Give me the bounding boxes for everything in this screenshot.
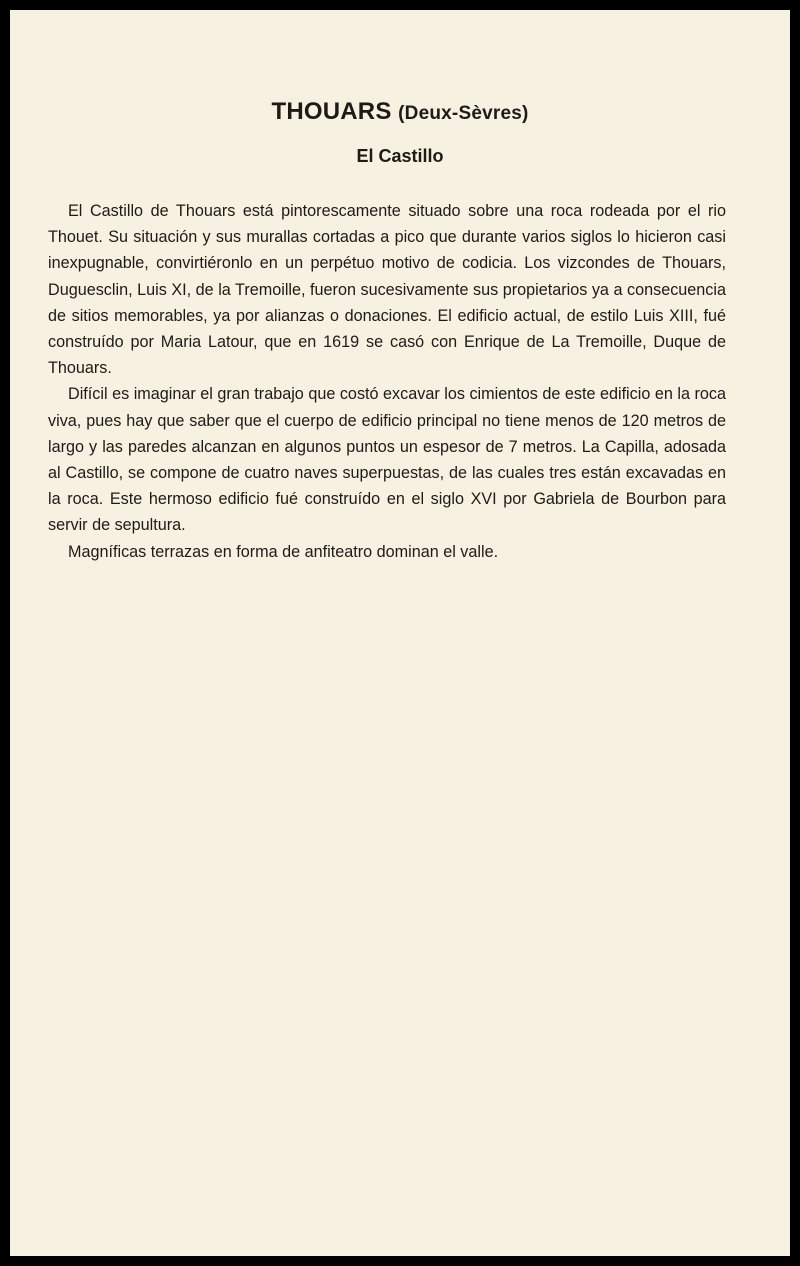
paragraph-2: Difícil es imaginar el gran trabajo que costó excavar los cimientos de este edificio en la roca viva, pues hay que saber que el cuerpo de edificio principal no tiene menos de 120 metros de largo y las paredes alcanzan en algunos puntos un espesor de 7 metros. La Capilla, adosada al Castillo, se compone de cuatro naves superpuestas, de las cuales tres están excavadas en la roca. Este hermoso edificio fué construído en el siglo XVI por Gabriela de Bourbon para servir de sepultura. (48, 385, 726, 535)
document-title (10, 98, 790, 126)
title-place: THOUARS (271, 98, 392, 125)
title-region: (Deux-Sèvres) (398, 103, 529, 124)
postcard-back (10, 10, 790, 1256)
paragraph-1: El Castillo de Thouars está pintorescamente situado sobre una roca rodeada por el rio Thouet. Su situación y sus murallas cortadas a pico que durante varios siglos lo hicieron casi inexpugnable, convirtiéronlo en un perpétuo motivo de codicia. Los vizcondes de Thouars, Duguesclin, Luis XI, de la Tremoille, fueron sucesivamente sus propietarios ya a consecuencia de sitios memorables, ya por alianzas o donaciones. El edificio actual, de estilo Luis XIII, fué construído por Maria Latour, que en 1619 se casó con Enrique de La Tremoille, Duque de Thouars. (48, 202, 726, 378)
document-subtitle: El Castillo (356, 146, 444, 166)
document-body (48, 198, 726, 565)
paragraph-3: Magníficas terrazas en forma de anfiteatro dominan el valle. (68, 542, 499, 561)
